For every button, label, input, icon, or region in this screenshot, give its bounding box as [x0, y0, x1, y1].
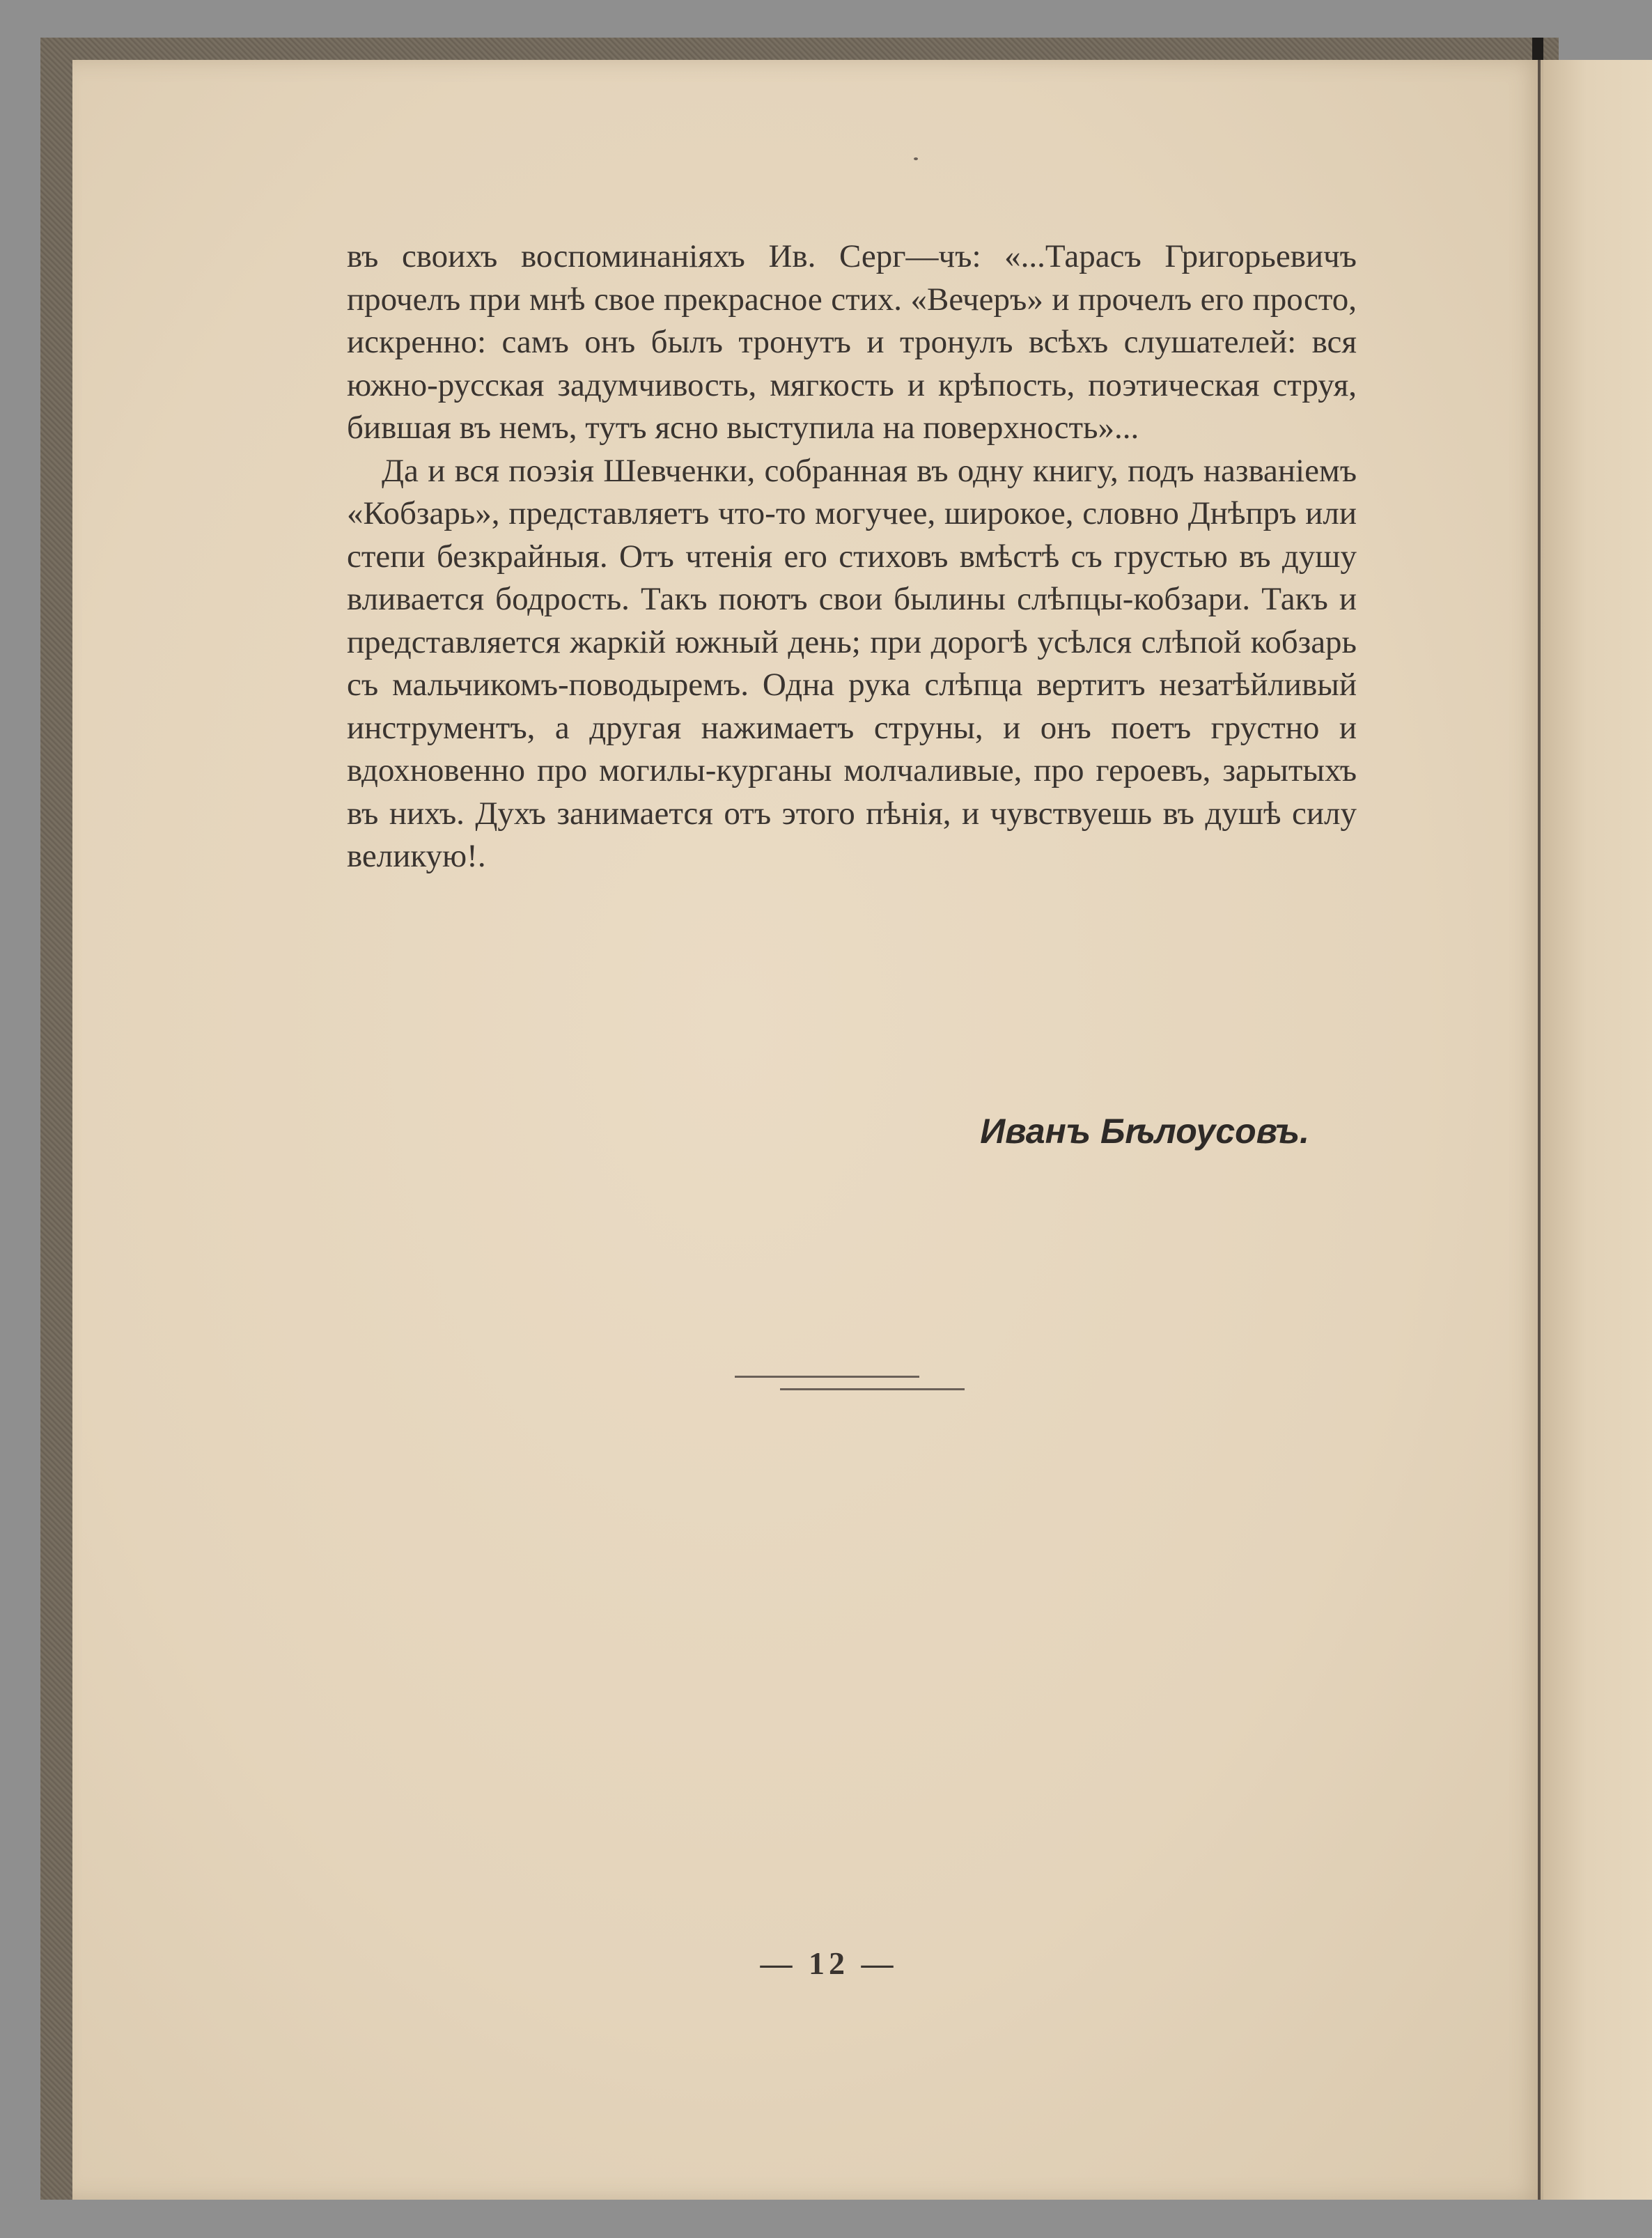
- page-gutter: [1538, 60, 1541, 2200]
- body-text: [347, 235, 1357, 878]
- divider-rule: [735, 1376, 919, 1378]
- paragraph-1: въ своихъ воспоминаніяхъ Ив. Серг—чъ: «...Тарасъ Григорьевичъ прочелъ при мнѣ свое прекрасное стих. «Вечеръ» и прочелъ его просто, искренно: самъ онъ былъ тронутъ и тронулъ всѣхъ слушателей: вся южно-русская задумчивость, мягкость и крѣпость, поэтическая струя, бившая въ немъ, тутъ ясно выступила на поверхность»...: [347, 238, 1357, 446]
- paragraph-2: Да и вся поэзія Шевченки, собранная въ одну книгу, подъ названіемъ «Кобзарь», представляетъ что-то могучее, широкое, словно Днѣпръ или степи безкрайныя. Отъ чтенія его стиховъ вмѣстѣ съ грустью въ душу вливается бодрость. Такъ поютъ свои былины слѣпцы-кобзари. Такъ и представляется жаркій южный день; при дорогѣ усѣлся слѣпой кобзарь съ мальчикомъ-поводыремъ. Одна рука слѣпца вертитъ незатѣйливый инструментъ, а другая нажимаетъ струны, и онъ поетъ грустно и вдохновенно про могилы-курганы молчаливые, про героевъ, зарытыхъ въ нихъ. Духъ занимается отъ этого пѣнія, и чувствуешь въ душѣ силу великую!.: [347, 452, 1357, 874]
- facing-page-edge: [1543, 60, 1652, 2200]
- divider-rule: [780, 1388, 965, 1390]
- author-signature: Иванъ Бѣлоусовъ.: [980, 1112, 1309, 1151]
- page-number: — 12 —: [760, 1945, 898, 1981]
- print-mark: [914, 157, 918, 160]
